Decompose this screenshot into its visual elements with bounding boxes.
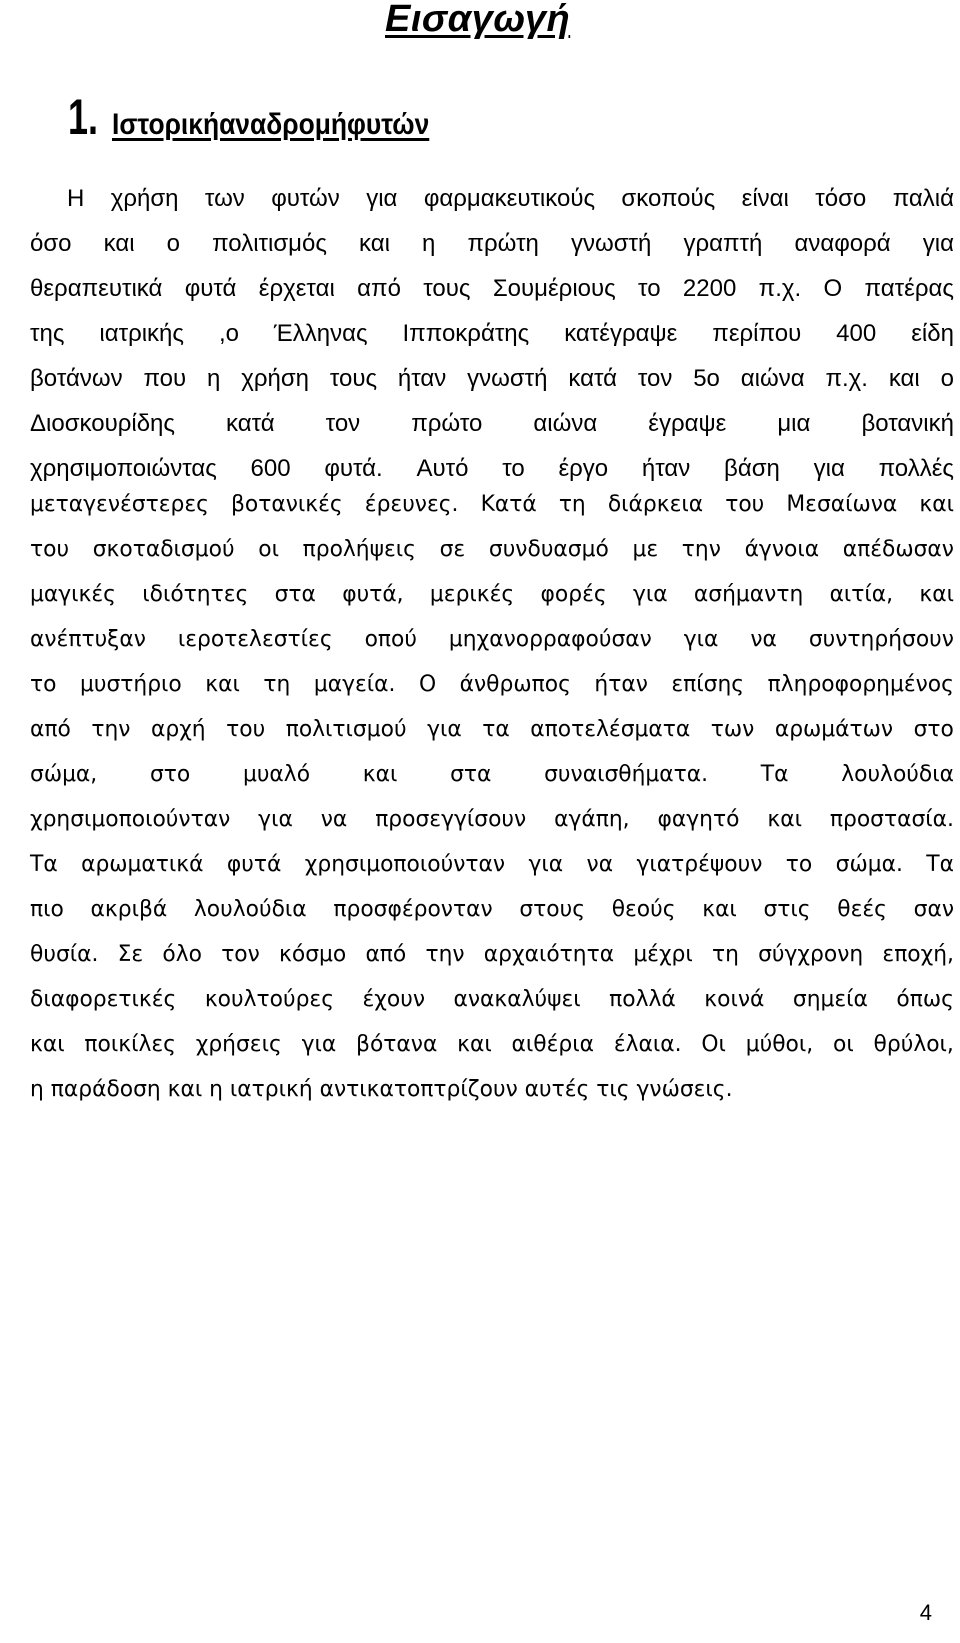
word: χρησιμοποιώντας (30, 455, 217, 482)
word: χρήσεις (195, 1032, 282, 1057)
word: χρήση (110, 185, 179, 212)
word: εποχή, (882, 942, 954, 967)
word: λουλούδια (193, 897, 307, 922)
text-line (30, 401, 954, 446)
word: θεούς (611, 897, 676, 922)
word: ,ο (218, 320, 239, 347)
word: μαγεία. (313, 672, 396, 697)
text-line (30, 176, 954, 221)
word: θυσία. (30, 942, 99, 967)
word: φαρμακευτικούς (423, 185, 596, 212)
text-line (30, 266, 954, 311)
word: αναφορά (794, 230, 891, 257)
word: της (30, 320, 65, 347)
line-text (67, 176, 954, 221)
word: πρώτο (411, 410, 483, 437)
word: αρωματικά (81, 852, 204, 877)
word: έρευνες. (364, 492, 459, 517)
word: στις (763, 897, 811, 922)
word: και (702, 897, 737, 922)
word: φυτά, (342, 582, 404, 607)
word: τον (637, 365, 673, 392)
line-text (30, 311, 954, 356)
word: πληροφορημένος (767, 672, 954, 697)
text-line (30, 221, 954, 266)
text-line (30, 932, 954, 977)
word: στα (450, 762, 492, 787)
word: συνδυασμό (488, 537, 609, 562)
word: έγραψε (648, 410, 727, 437)
line-text (30, 797, 954, 842)
word: περίπου (712, 320, 802, 347)
word: στο (149, 762, 191, 787)
line-text (30, 482, 954, 527)
word: μηχανορραφούσαν (448, 627, 652, 652)
section-heading (68, 88, 473, 146)
word: Διοσκουρίδης (30, 410, 175, 437)
word: παλιά (892, 185, 954, 212)
word: κατά (568, 365, 617, 392)
word: σώμα. (835, 852, 903, 877)
line-text: η παράδοση και η ιατρική αντικατοπτρίζουν αυτές τις γνώσεις. (30, 1077, 733, 1102)
word: πολλά (609, 987, 676, 1012)
word: και (103, 230, 135, 257)
line-text (30, 707, 954, 752)
word: Τα (760, 762, 789, 787)
word: μυαλό (242, 762, 311, 787)
word: και (457, 1032, 492, 1057)
text-line (30, 977, 954, 1022)
text-line (30, 797, 954, 842)
word: Κατά (480, 492, 537, 517)
word: πατέρας (864, 275, 954, 302)
word: για (632, 582, 668, 607)
word: κουλτούρες (204, 987, 335, 1012)
paragraph-2 (30, 482, 954, 1112)
word: και (919, 582, 954, 607)
word: για (258, 807, 293, 832)
section-title: Ιστορικήαναδρομήφυτών (112, 108, 430, 141)
text-line (30, 1067, 954, 1112)
line-text (30, 356, 954, 401)
word: ιατρικής (99, 320, 184, 347)
word: 600 (250, 455, 291, 482)
word: βότανα (356, 1032, 438, 1057)
word: πρώτη (467, 230, 539, 257)
word: τη (558, 492, 586, 517)
word: γνωστή (467, 365, 548, 392)
line-text (30, 617, 954, 662)
word: και (767, 807, 802, 832)
word: κατά (226, 410, 275, 437)
word: αιτία, (829, 582, 894, 607)
text-line (30, 356, 954, 401)
word: του (30, 537, 70, 562)
word: στο (913, 717, 954, 742)
word: να (750, 627, 777, 652)
word: ανακαλύψει (453, 987, 581, 1012)
word: αρχαιότητα (483, 942, 615, 967)
word: όλο (162, 942, 202, 967)
word: αρχή (150, 717, 206, 742)
word: έργο (558, 455, 609, 482)
word: φαγητό (657, 807, 740, 832)
word: λουλούδια (841, 762, 954, 787)
word: και (362, 762, 398, 787)
line-text (30, 1022, 954, 1067)
word: σε (439, 537, 466, 562)
word: γραπτή (683, 230, 763, 257)
word: αιθέρια (511, 1032, 594, 1057)
word: τη (263, 672, 291, 697)
text-line (30, 752, 954, 797)
word: τα (482, 717, 510, 742)
page-number: 4 (919, 1600, 932, 1625)
word: την (91, 717, 131, 742)
word: για (683, 627, 719, 652)
word: σύγχρονη (758, 942, 864, 967)
word: έλαια. (613, 1032, 682, 1057)
word: φυτά. (324, 455, 383, 482)
text-line (30, 482, 954, 527)
word: άγνοια (744, 537, 820, 562)
word: το (785, 852, 813, 877)
word: βοτανικές (231, 492, 343, 517)
text-line (30, 311, 954, 356)
word: αιώνα (533, 410, 598, 437)
text-line (30, 617, 954, 662)
word: ακριβά (90, 897, 168, 922)
word: τους (329, 365, 378, 392)
word: άνθρωπος (459, 672, 571, 697)
word: σκοπούς (621, 185, 716, 212)
word: επίσης (671, 672, 745, 697)
word: έρχεται (258, 275, 335, 302)
word: 400 (836, 320, 877, 347)
word: Έλληνας (273, 320, 368, 347)
word: οπού (364, 627, 417, 652)
document-title: Εισαγωγή (385, 0, 571, 40)
word: θρύλοι, (873, 1032, 954, 1057)
word: πολλές (878, 455, 954, 482)
word: πολιτισμού (285, 717, 407, 742)
word: για (301, 1032, 337, 1057)
word: το (30, 672, 57, 697)
word: από (357, 275, 401, 302)
word: 2200 (682, 275, 737, 302)
line-text (30, 932, 954, 977)
word: απέδωσαν (842, 537, 954, 562)
word: μέχρι (633, 942, 693, 967)
word: τους (423, 275, 471, 302)
word: πολιτισμός (212, 230, 327, 257)
line-text (30, 752, 954, 797)
word: είναι (741, 185, 789, 212)
word: το (638, 275, 661, 302)
word: με (632, 537, 659, 562)
word: αγάπη, (554, 807, 630, 832)
line-text (30, 842, 954, 887)
word: ήταν (641, 455, 691, 482)
word: Τα (30, 852, 58, 877)
word: Ο (823, 275, 843, 302)
word: το (502, 455, 525, 482)
text-line (30, 1022, 954, 1067)
word: μύθοι, (745, 1032, 814, 1057)
word: φορές (540, 582, 607, 607)
word: τόσο (815, 185, 867, 212)
word: όπως (896, 987, 954, 1012)
line-text (30, 887, 954, 932)
word: του (226, 717, 266, 742)
word: Σουμέριους (492, 275, 616, 302)
word: πιο (30, 897, 64, 922)
word: χρήση (241, 365, 309, 392)
word: προστασία. (829, 807, 954, 832)
text-line (30, 842, 954, 887)
word: κόσμο (279, 942, 347, 967)
word: Σε (117, 942, 144, 967)
word: κοινά (704, 987, 765, 1012)
word: προλήψεις (302, 537, 416, 562)
word: ο (166, 230, 180, 257)
word: βοτάνων (30, 365, 123, 392)
word: Αυτό (416, 455, 469, 482)
word: σαν (913, 897, 954, 922)
word: είδη (911, 320, 954, 347)
line-text (30, 572, 954, 617)
word: στους (519, 897, 586, 922)
word: η (422, 230, 436, 257)
word: μυστήριο (79, 672, 182, 697)
line-text (30, 977, 954, 1022)
word: που (143, 365, 187, 392)
word: θεές (837, 897, 887, 922)
word: σώμα, (30, 762, 98, 787)
word: χρησιμοποιούνταν (30, 807, 231, 832)
word: των (710, 717, 755, 742)
text-line (30, 662, 954, 707)
word: ο (940, 365, 954, 392)
word: διαφορετικές (30, 987, 177, 1012)
paragraph-1 (30, 176, 954, 491)
word: έχουν (362, 987, 425, 1012)
word: οι (833, 1032, 854, 1057)
word: ποικίλες (84, 1032, 176, 1057)
word: και (30, 1032, 65, 1057)
word: Ιπποκράτης (402, 320, 530, 347)
word: για (366, 185, 398, 212)
word: Μεσαίωνα (786, 492, 898, 517)
line-text (30, 662, 954, 707)
word: π.χ. (825, 365, 868, 392)
line-text (30, 401, 954, 446)
line-text (30, 527, 954, 572)
word: ήταν (594, 672, 648, 697)
word: φυτών (271, 185, 340, 212)
word: ιδιότητες (142, 582, 249, 607)
word: συναισθήματα. (544, 762, 709, 787)
word: μια (777, 410, 811, 437)
word: στα (274, 582, 316, 607)
word: κατέγραψε (564, 320, 678, 347)
word: για (528, 852, 564, 877)
word: του (725, 492, 765, 517)
word: προσφέρονταν (333, 897, 493, 922)
word: και (919, 492, 954, 517)
word: φυτά (184, 275, 237, 302)
word: αιώνα (740, 365, 805, 392)
word: φυτά (226, 852, 282, 877)
word: χρησιμοποιούνταν (304, 852, 506, 877)
word: σημεία (792, 987, 868, 1012)
word: Η (67, 185, 85, 212)
word: για (813, 455, 845, 482)
word: τον (221, 942, 260, 967)
word: να (586, 852, 614, 877)
word: π.χ. (758, 275, 802, 302)
word: από (30, 717, 71, 742)
word: αποτελέσματα (530, 717, 691, 742)
text-line (30, 887, 954, 932)
word: μεταγενέστερες (30, 492, 209, 517)
word: συντηρήσουν (808, 627, 954, 652)
word: 5ο (693, 365, 720, 392)
word: σκοταδισμού (92, 537, 235, 562)
text-line (30, 572, 954, 617)
word: βοτανική (861, 410, 954, 437)
word: να (320, 807, 348, 832)
word: διάρκεια (607, 492, 704, 517)
line-text (30, 266, 954, 311)
word: μερικές (429, 582, 515, 607)
word: Οι (701, 1032, 726, 1057)
word: Ο (418, 672, 437, 697)
word: θεραπευτικά (30, 275, 163, 302)
word: την (425, 942, 465, 967)
word: γιατρέψουν (636, 852, 763, 877)
word: από (365, 942, 407, 967)
word: για (922, 230, 954, 257)
word: και (205, 672, 240, 697)
word: ιεροτελεστίες (177, 627, 333, 652)
word: όσο (30, 230, 72, 257)
word: των (204, 185, 245, 212)
word: τον (325, 410, 361, 437)
word: Τα (926, 852, 954, 877)
word: για (427, 717, 462, 742)
word: η (207, 365, 221, 392)
word: και (358, 230, 390, 257)
word: βάση (724, 455, 780, 482)
word: την (681, 537, 721, 562)
word: προσεγγίσουν (375, 807, 527, 832)
text-line (30, 527, 954, 572)
word: μαγικές (30, 582, 116, 607)
word: γνωστή (570, 230, 652, 257)
word: ήταν (397, 365, 447, 392)
word: ανέπτυξαν (30, 627, 146, 652)
word: τη (711, 942, 739, 967)
word: ασήμαντη (693, 582, 804, 607)
word: και (888, 365, 920, 392)
line-text (30, 221, 954, 266)
text-line (30, 707, 954, 752)
section-number: 1. (68, 89, 99, 145)
word: οι (258, 537, 279, 562)
word: αρωμάτων (774, 717, 894, 742)
